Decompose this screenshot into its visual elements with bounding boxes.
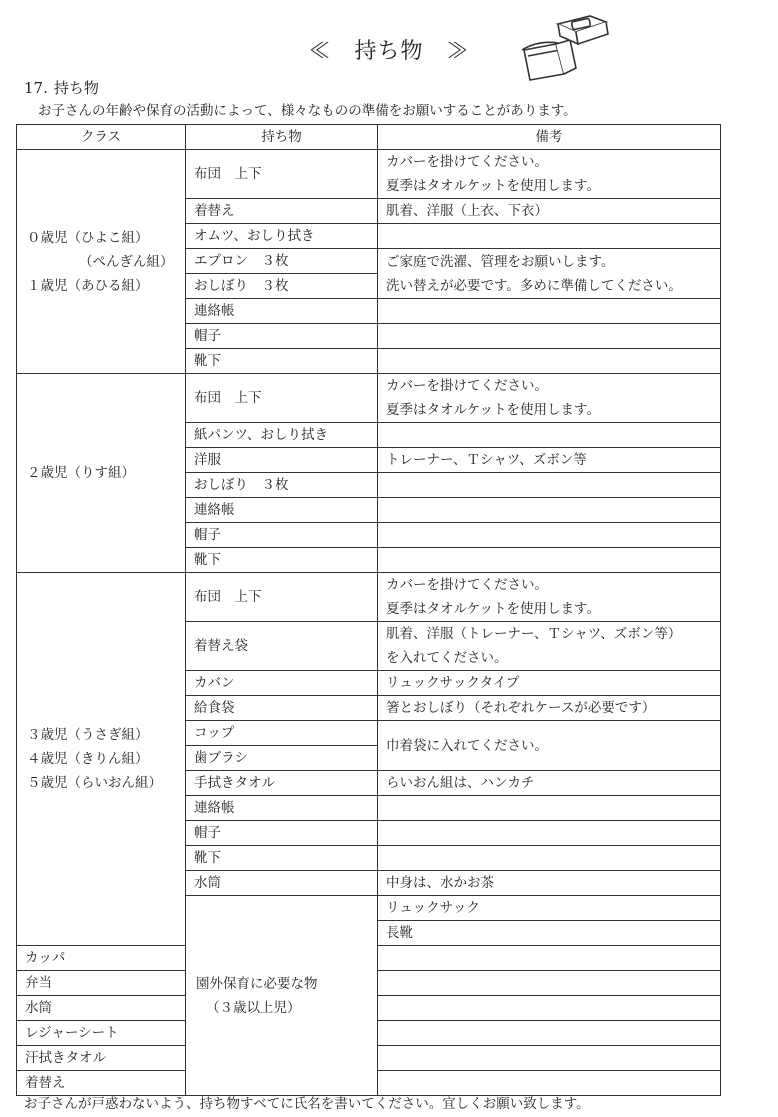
notes-cell: トレーナー、Ｔシャツ、ズボン等 bbox=[378, 448, 721, 473]
note-line: 夏季はタオルケットを使用します。 bbox=[386, 178, 600, 194]
item-cell: オムツ、おしり拭き bbox=[186, 224, 378, 249]
header-notes: 備考 bbox=[378, 125, 721, 150]
notes-cell bbox=[378, 548, 721, 573]
table-row bbox=[17, 573, 721, 622]
notes-cell bbox=[378, 573, 721, 622]
item-cell: 靴下 bbox=[186, 548, 378, 573]
item-cell: おしぼり ３枚 bbox=[186, 473, 378, 498]
item-cell: 歯ブラシ bbox=[186, 746, 378, 771]
notes-cell bbox=[378, 473, 721, 498]
item-cell: リュックサック bbox=[378, 896, 721, 921]
item-cell: 給食袋 bbox=[186, 696, 378, 721]
table-header-row bbox=[17, 125, 721, 150]
note-line: を入れてください。 bbox=[386, 650, 508, 666]
note-line: カバーを掛けてください。 bbox=[386, 577, 548, 593]
item-cell: エプロン ３枚 bbox=[186, 249, 378, 274]
notes-cell: 巾着袋に入れてください。 bbox=[378, 721, 721, 771]
item-cell: カッパ bbox=[17, 946, 186, 971]
notes-cell bbox=[378, 1046, 721, 1071]
notes-cell bbox=[378, 224, 721, 249]
item-cell: 長靴 bbox=[378, 921, 721, 946]
item-cell: 水筒 bbox=[186, 871, 378, 896]
notes-cell: 箸とおしぼり（それぞれケースが必要です） bbox=[378, 696, 721, 721]
section-number: 17. bbox=[24, 79, 48, 97]
item-cell: 着替え bbox=[17, 1071, 186, 1096]
item-cell: 靴下 bbox=[186, 349, 378, 374]
lunchbox-illustration bbox=[516, 10, 616, 82]
notes-cell bbox=[378, 622, 721, 671]
notes-cell bbox=[378, 846, 721, 871]
notes-cell bbox=[378, 796, 721, 821]
note-line: 夏季はタオルケットを使用します。 bbox=[386, 601, 600, 617]
item-cell: 布団 上下 bbox=[186, 374, 378, 423]
notes-cell bbox=[378, 299, 721, 324]
notes-cell bbox=[378, 374, 721, 423]
class-cell bbox=[17, 573, 186, 946]
footer-note: お子さんが戸惑わないよう、持ち物すべてに氏名を書いてください。宜しくお願い致します。 bbox=[24, 1096, 590, 1112]
notes-cell: 中身は、水かお茶 bbox=[378, 871, 721, 896]
section-heading bbox=[24, 78, 99, 98]
class-cell bbox=[186, 896, 378, 1096]
notes-cell bbox=[378, 1021, 721, 1046]
notes-cell: らいおん組は、ハンカチ bbox=[378, 771, 721, 796]
notes-cell bbox=[378, 971, 721, 996]
item-cell: 弁当 bbox=[17, 971, 186, 996]
section-heading-text: 持ち物 bbox=[53, 79, 99, 97]
item-cell: カバン bbox=[186, 671, 378, 696]
item-cell: 手拭きタオル bbox=[186, 771, 378, 796]
notes-cell: 肌着、洋服（上衣、下衣） bbox=[378, 199, 721, 224]
note-line: 肌着、洋服（トレーナー、Ｔシャツ、ズボン等） bbox=[386, 626, 682, 642]
note-line: 夏季はタオルケットを使用します。 bbox=[386, 402, 600, 418]
items-table bbox=[16, 124, 721, 1096]
header-class: クラス bbox=[17, 125, 186, 150]
notes-cell bbox=[378, 498, 721, 523]
item-cell: 着替え bbox=[186, 199, 378, 224]
header-item: 持ち物 bbox=[186, 125, 378, 150]
intro-text: お子さんの年齢や保育の活動によって、様々なものの準備をお願いすることがあります。 bbox=[38, 103, 577, 119]
class-label: （ぺんぎん組） bbox=[79, 253, 174, 270]
class-label: 園外保育に必要な物 bbox=[196, 975, 318, 992]
item-cell: 連絡帳 bbox=[186, 796, 378, 821]
item-cell: 汗拭きタオル bbox=[17, 1046, 186, 1071]
notes-cell bbox=[378, 324, 721, 349]
note-line: カバーを掛けてください。 bbox=[386, 154, 548, 170]
item-cell: 連絡帳 bbox=[186, 299, 378, 324]
notes-cell bbox=[378, 349, 721, 374]
item-cell: 帽子 bbox=[186, 324, 378, 349]
item-cell: コップ bbox=[186, 721, 378, 746]
item-cell: おしぼり ３枚 bbox=[186, 274, 378, 299]
item-cell: 紙パンツ、おしり拭き bbox=[186, 423, 378, 448]
class-cell bbox=[17, 374, 186, 573]
item-cell: 靴下 bbox=[186, 846, 378, 871]
item-cell: 帽子 bbox=[186, 523, 378, 548]
notes-cell bbox=[378, 523, 721, 548]
note-line: 洗い替えが必要です。多めに準備してください。 bbox=[386, 277, 682, 294]
item-cell: 布団 上下 bbox=[186, 573, 378, 622]
table-row bbox=[17, 150, 721, 199]
notes-cell bbox=[378, 1071, 721, 1096]
item-cell: 水筒 bbox=[17, 996, 186, 1021]
class-label: ２歳児（りす組） bbox=[27, 465, 135, 481]
class-label: ５歳児（らいおん組） bbox=[27, 775, 162, 791]
class-label: ４歳児（きりん組） bbox=[27, 751, 149, 767]
page-title: ≪ 持ち物 ≫ bbox=[308, 39, 470, 64]
notes-cell bbox=[378, 423, 721, 448]
table-row bbox=[17, 374, 721, 423]
notes-cell bbox=[378, 249, 721, 299]
notes-cell bbox=[378, 821, 721, 846]
notes-cell bbox=[378, 150, 721, 199]
class-label: （３歳以上児） bbox=[206, 999, 301, 1016]
notes-cell: リュックサックタイプ bbox=[378, 671, 721, 696]
item-cell: 連絡帳 bbox=[186, 498, 378, 523]
class-label: ０歳児（ひよこ組） bbox=[27, 229, 149, 246]
class-label: １歳児（あひる組） bbox=[27, 277, 149, 294]
class-label: ３歳児（うさぎ組） bbox=[27, 727, 149, 743]
item-cell: 布団 上下 bbox=[186, 150, 378, 199]
item-cell: 洋服 bbox=[186, 448, 378, 473]
class-cell bbox=[17, 150, 186, 374]
notes-cell bbox=[378, 946, 721, 971]
note-line: カバーを掛けてください。 bbox=[386, 378, 548, 394]
note-line: ご家庭で洗濯、管理をお願いします。 bbox=[386, 253, 615, 270]
item-cell: レジャーシート bbox=[17, 1021, 186, 1046]
item-cell: 着替え袋 bbox=[186, 622, 378, 671]
notes-cell bbox=[378, 996, 721, 1021]
item-cell: 帽子 bbox=[186, 821, 378, 846]
